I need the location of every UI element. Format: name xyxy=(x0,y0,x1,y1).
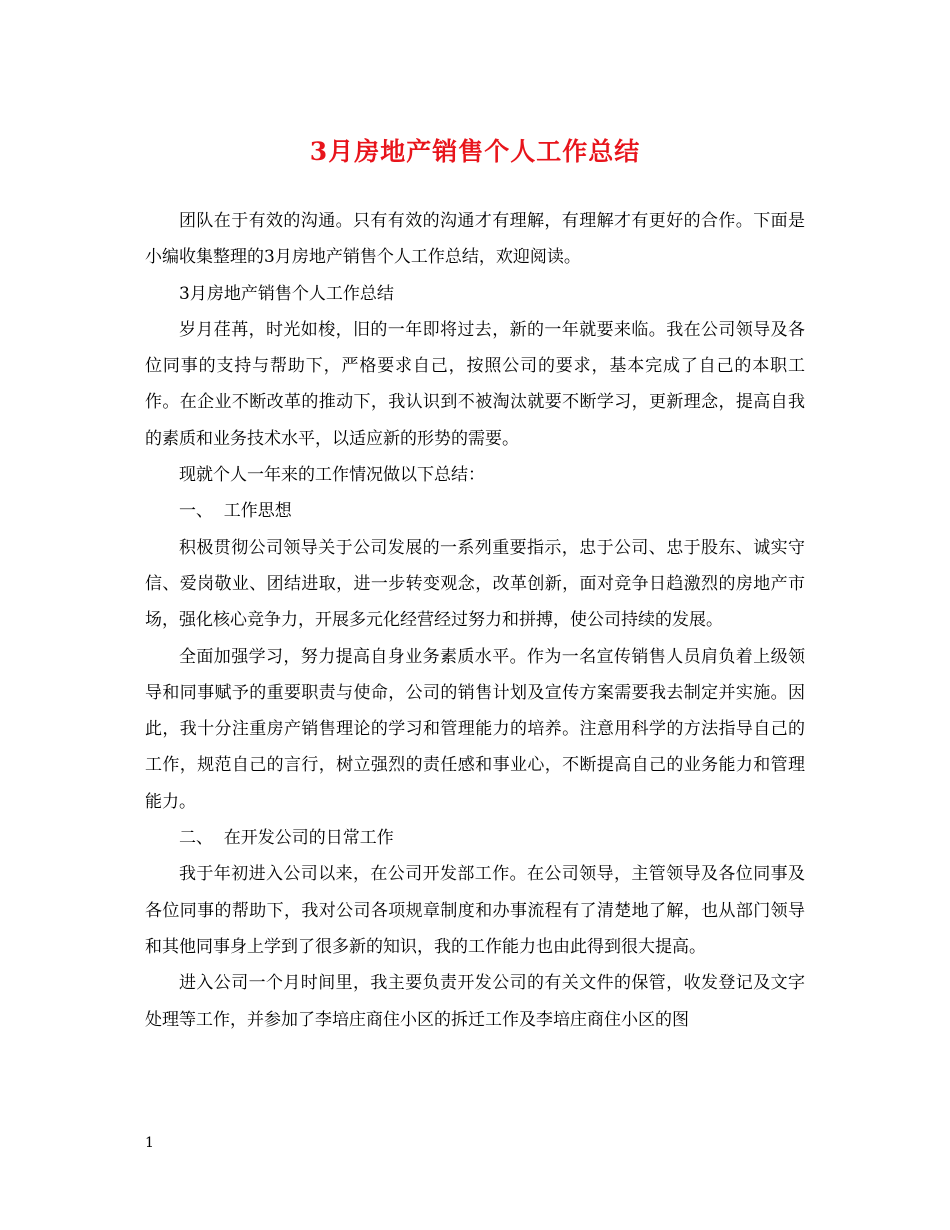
paragraph-summary-lead: 现就个人一年来的工作情况做以下总结： xyxy=(179,465,485,486)
paragraph-first-month: 进入公司一个月时间里，我主要负责开发公司的有关文件的保管，收发登记及文字处理等工作，并参加了李培庄商住小区的拆迁工作及李培庄商住小区的图 xyxy=(145,973,805,1030)
paragraph-intro: 团队在于有效的沟通。只有有效的沟通才有理解，有理解才有更好的合作。下面是小编收集整理的3月房地产销售个人工作总结，欢迎阅读。 xyxy=(145,211,805,268)
paragraph-subtitle: 3月房地产销售个人工作总结 xyxy=(179,283,394,304)
section-heading-work-thought: 一、 工作思想 xyxy=(179,501,292,522)
paragraph-work-thought: 积极贯彻公司领导关于公司发展的一系列重要指示，忠于公司、忠于股东、诚实守信、爱岗敬业、团结进取，进一步转变观念，改革创新，面对竞争日趋激烈的房地产市场，强化核心竞争力，开展多元化经营经过努力和拼搏，使公司持续的发展。 xyxy=(145,537,805,631)
document-title: 3月房地产销售个人工作总结 xyxy=(309,137,641,166)
paragraph-daily-work: 我于年初进入公司以来，在公司开发部工作。在公司领导，主管领导及各位同事及各位同事的帮助下，我对公司各项规章制度和办事流程有了清楚地了解，也从部门领导和其他同事身上学到了很多新的知识，我的工作能力也由此得到很大提高。 xyxy=(145,864,805,957)
section-heading-daily-work: 二、 在开发公司的日常工作 xyxy=(179,828,394,849)
paragraph-opening: 岁月荏苒，时光如梭，旧的一年即将过去，新的一年就要来临。我在公司领导及各位同事的支持与帮助下，严格要求自己，按照公司的要求，基本完成了自己的本职工作。在企业不断改革的推动下，我认识到不被淘汰就要不断学习，更新理念，提高自我的素质和业务技术水平，以适应新的形势的需要。 xyxy=(145,319,805,449)
paragraph-study: 全面加强学习，努力提高自身业务素质水平。作为一名宣传销售人员肩负着上级领导和同事赋予的重要职责与使命，公司的销售计划及宣传方案需要我去制定并实施。因此，我十分注重房产销售理论的学习和管理能力的培养。注意用科学的方法指导自己的工作，规范自己的言行，树立强烈的责任感和事业心，不断提高自己的业务能力和管理能力。 xyxy=(145,646,805,812)
document-body xyxy=(145,203,805,1038)
page-number: 1 xyxy=(145,1135,154,1151)
